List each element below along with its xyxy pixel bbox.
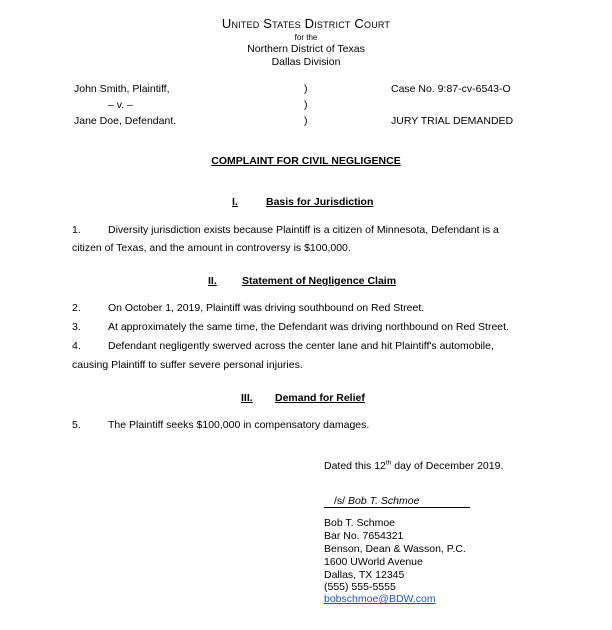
paragraph-text: On October 1, 2019, Plaintiff was driving southbound on Red Street. (108, 302, 425, 314)
city-state-zip: Dallas, TX 12345 (324, 569, 405, 581)
caption-paren-3: ) (304, 115, 308, 127)
law-firm: Benson, Dean & Wasson, P.C. (324, 543, 466, 555)
phone-number: (555) 555-5555 (324, 581, 396, 593)
caption-defendant: Jane Doe, Defendant. (74, 115, 177, 127)
section-heading-2 (208, 275, 396, 287)
section-number: III. (241, 392, 253, 404)
section-heading-1 (232, 196, 373, 208)
section-title: Basis for Jurisdiction (266, 196, 374, 208)
paragraph-text: At approximately the same time, the Defendant was driving northbound on Red Street. (108, 321, 509, 333)
caption-jury-demand: JURY TRIAL DEMANDED (391, 115, 514, 127)
electronic-signature: /s/ Bob T. Schmoe (334, 495, 420, 507)
paragraph-number: 5. (72, 419, 81, 431)
court-district: Northern District of Texas (247, 43, 365, 55)
section-heading-3 (241, 392, 365, 404)
document-title: COMPLAINT FOR CIVIL NEGLIGENCE (211, 155, 401, 167)
paragraph-number: 3. (72, 321, 81, 333)
section-number: I. (232, 196, 238, 208)
section-title: Demand for Relief (275, 392, 365, 404)
caption-plaintiff: John Smith, Plaintiff, (74, 83, 170, 95)
street-address: 1600 UWorld Avenue (324, 556, 423, 568)
caption-paren-1: ) (304, 83, 308, 95)
court-division: Dallas Division (271, 56, 341, 68)
dated-line: Dated this 12th day of December 2019. (324, 459, 504, 472)
paragraph-text-cont: citizen of Texas, and the amount in controversy is $100,000. (72, 242, 351, 254)
bar-number: Bar No. 7654321 (324, 530, 404, 542)
paragraph-number: 2. (72, 302, 81, 314)
paragraph-number: 4. (72, 340, 81, 352)
section-title: Statement of Negligence Claim (242, 275, 397, 287)
paragraph-text-cont: causing Plaintiff to suffer severe personal injuries. (72, 359, 303, 371)
email-link[interactable]: bobschmoe@BDW.com (324, 593, 436, 605)
paragraph-text: The Plaintiff seeks $100,000 in compensatory damages. (108, 419, 370, 431)
paragraph-number: 1. (72, 224, 81, 236)
caption-versus: – v. – (108, 99, 133, 111)
paragraph-text: Diversity jurisdiction exists because Plaintiff is a citizen of Minnesota, Defendant is a (108, 224, 499, 236)
court-for-the: for the (294, 33, 318, 42)
caption-case-number: Case No. 9:87-cv-6543-O (391, 83, 511, 95)
section-number: II. (208, 275, 217, 287)
signer-name: Bob T. Schmoe (324, 517, 396, 529)
court-title: United States District Court (221, 16, 391, 31)
paragraph-text: Defendant negligently swerved across the center lane and hit Plaintiff's automobile, (108, 340, 494, 352)
caption-paren-2: ) (304, 99, 308, 111)
